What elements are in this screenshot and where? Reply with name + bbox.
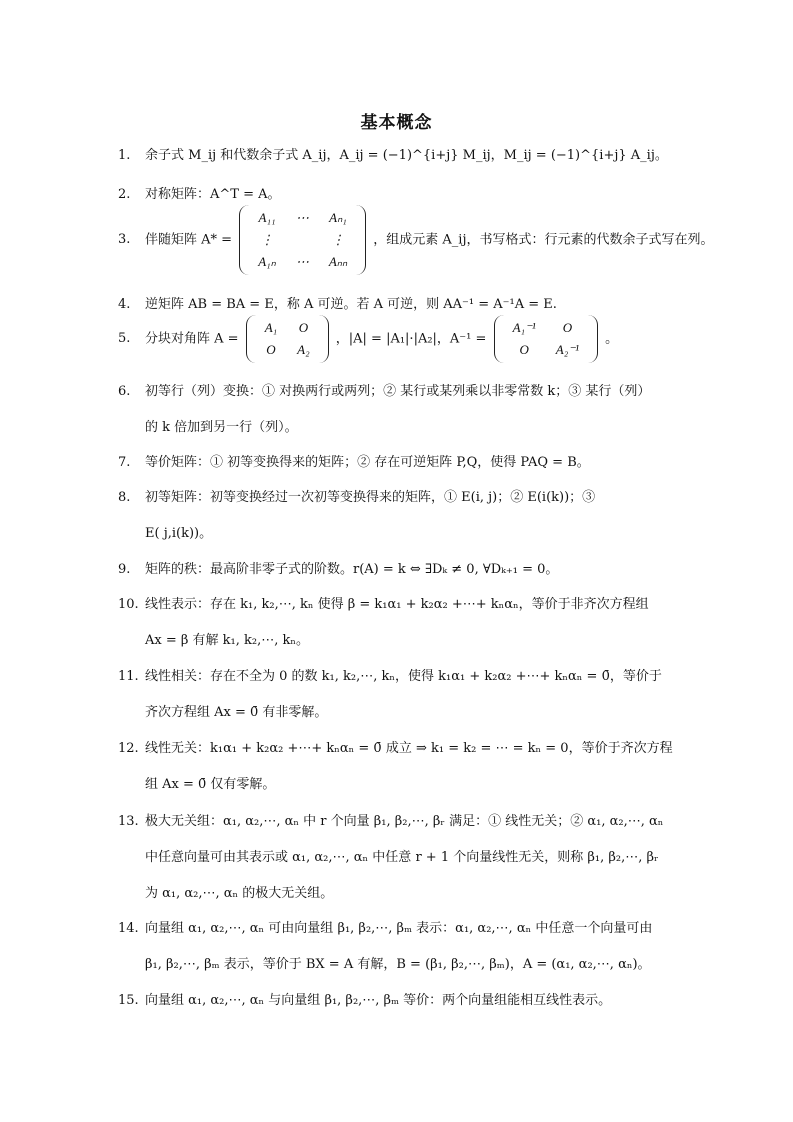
item-number: 14. <box>118 921 139 936</box>
list-item <box>118 488 678 544</box>
item-text: ，组成元素 A_ij，书写格式：行元素的代数余子式写在列。 <box>373 232 714 248</box>
item-text: 等价矩阵：① 初等变换得来的矩阵；② 存在可逆矩阵 P,Q，使得 PAQ = B。 <box>145 455 590 470</box>
item-text: E( j,i(k))。 <box>145 526 213 541</box>
item-text: 极大无关组：α₁, α₂,⋯, αₙ 中 r 个向量 β₁, β₂,⋯, βᵣ 满足：① 线性无关；② α₁, α₂,⋯, αₙ <box>145 814 664 829</box>
item-number: 12. <box>118 741 139 756</box>
item-number: 7. <box>118 455 131 470</box>
item-text: 线性表示：存在 k₁, k₂,⋯, kₙ 使得 β = k₁α₁ + k₂α₂ +⋯+ kₙαₙ，等价于非齐次方程组 <box>145 597 649 612</box>
item-text: 齐次方程组 Ax = 0̄ 有非零解。 <box>145 705 328 720</box>
item-text: 线性无关：k₁α₁ + k₂α₂ +⋯+ kₙαₙ = 0̄ 成立 ⇒ k₁ = k₂ = ⋯ = kₙ = 0，等价于齐次方程 <box>145 741 673 756</box>
item-text: 初等矩阵：初等变换经过一次初等变换得来的矩阵，① E(i, j)；② E(i(k))；③ <box>145 490 596 505</box>
list-item <box>118 315 678 361</box>
item-text: 中任意向量可由其表示或 α₁, α₂,⋯, αₙ 中任意 r + 1 个向量线性无关，则称 β₁, β₂,⋯, βᵣ <box>145 850 659 865</box>
item-text: 逆矩阵 AB = BA = E，称 A 可逆。若 A 可逆，则 AA⁻¹ = A⁻¹A = E. <box>145 297 557 312</box>
item-number: 2. <box>118 187 131 202</box>
page-title: 基本概念 <box>360 113 433 133</box>
list-item <box>118 453 678 473</box>
list-item <box>118 919 678 975</box>
item-text: 对称矩阵：A^T = A。 <box>145 187 281 202</box>
item-number: 11. <box>118 669 139 684</box>
item-text: 的 k 倍加到另一行（列）。 <box>145 420 298 435</box>
item-number: 3. <box>118 232 131 247</box>
block-matrix: A₁ O O A₂ <box>246 315 329 363</box>
list-item <box>118 146 678 166</box>
item-text: 分块对角阵 A = <box>145 331 239 347</box>
item-text: Ax = β 有解 k₁, k₂,⋯, kₙ。 <box>145 633 309 648</box>
list-item <box>118 991 678 1011</box>
item-number: 8. <box>118 490 131 505</box>
item-text: 向量组 α₁, α₂,⋯, αₙ 与向量组 β₁, β₂,⋯, βₘ 等价：两个向量组能相互线性表示。 <box>145 993 612 1008</box>
item-text: 初等行（列）变换：① 对换两行或两列；② 某行或某列乘以非零常数 k；③ 某行（列） <box>145 384 651 399</box>
list-item <box>118 205 714 275</box>
item-text: 。 <box>605 331 619 347</box>
item-text: 为 α₁, α₂,⋯, αₙ 的极大无关组。 <box>145 886 334 901</box>
item-number: 13. <box>118 814 139 829</box>
item-number: 9. <box>118 562 131 577</box>
item-text: 伴随矩阵 A* = <box>145 232 233 248</box>
item-number: 5. <box>118 331 131 346</box>
list-item <box>118 295 678 315</box>
item-text: 矩阵的秩：最高阶非零子式的阶数。r(A) = k ⇔ ∃Dₖ ≠ 0, ∀Dₖ₊₁ = 0。 <box>145 562 559 577</box>
list-item <box>118 812 678 904</box>
item-number: 15. <box>118 993 139 1008</box>
list-item <box>118 560 678 580</box>
item-text: 线性相关：存在不全为 0 的数 k₁, k₂,⋯, kₙ，使得 k₁α₁ + k₂α₂ +⋯+ kₙαₙ = 0̄，等价于 <box>145 669 662 684</box>
list-item <box>118 667 678 723</box>
item-text: 组 Ax = 0̄ 仅有零解。 <box>145 777 276 792</box>
item-number: 4. <box>118 297 131 312</box>
adjugate-matrix: A₁₁ ⋯ Aₙ₁ ⋮ ⋮ A₁ₙ ⋯ Aₙₙ <box>239 205 366 275</box>
item-number: 1. <box>118 148 131 163</box>
item-number: 10. <box>118 597 139 612</box>
item-text: 余子式 M_ij 和代数余子式 A_ij，A_ij = (−1)^{i+j} M_ij，M_ij = (−1)^{i+j} A_ij。 <box>145 148 668 163</box>
item-text: β₁, β₂,⋯, βₘ 表示，等价于 BX = A 有解，B = (β₁, β₂,⋯, βₘ)，A = (α₁, α₂,⋯, αₙ)。 <box>145 957 651 972</box>
list-item <box>118 595 678 651</box>
list-item <box>118 739 678 795</box>
list-item <box>118 382 678 438</box>
item-number: 6. <box>118 384 131 399</box>
item-text: 向量组 α₁, α₂,⋯, αₙ 可由向量组 β₁, β₂,⋯, βₘ 表示：α₁, α₂,⋯, αₙ 中任意一个向量可由 <box>145 921 653 936</box>
inverse-block-matrix: A₁⁻¹ O O A₂⁻¹ <box>494 315 598 363</box>
item-text: ，|A| = |A₁|·|A₂|，A⁻¹ = <box>335 331 487 347</box>
list-item <box>118 185 678 205</box>
